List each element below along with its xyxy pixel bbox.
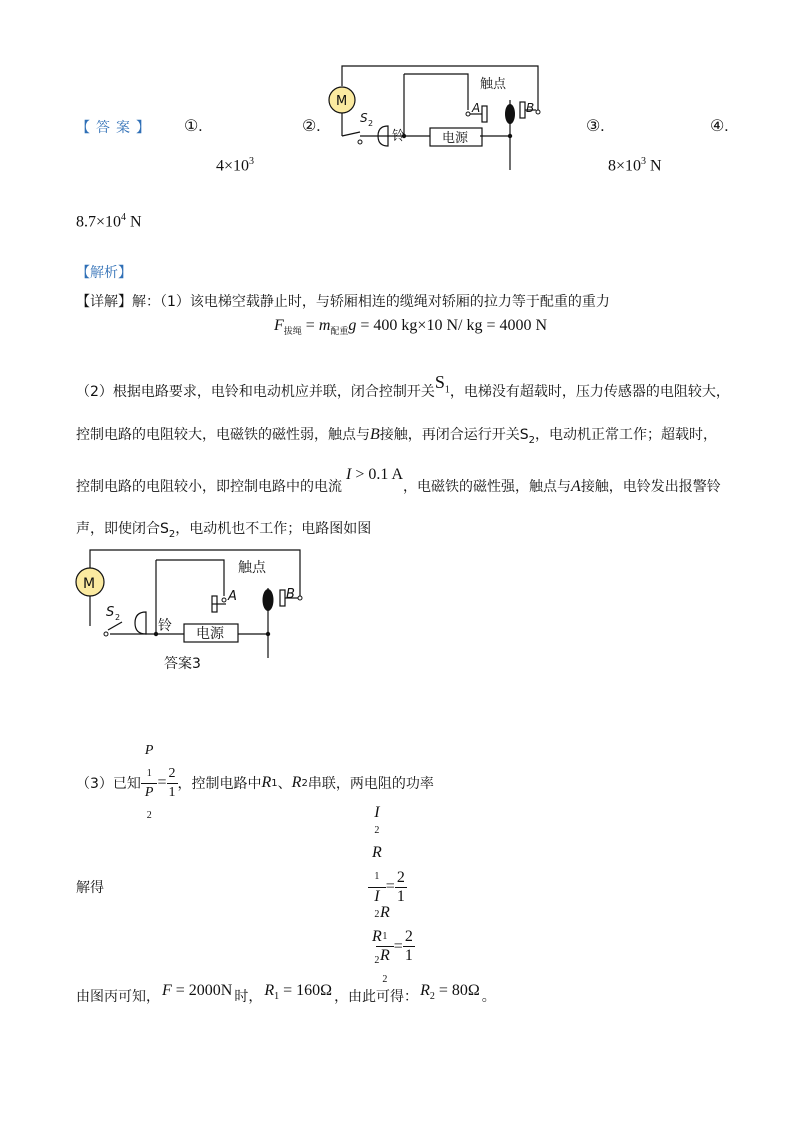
answer-label: 【答案】 [76, 120, 156, 136]
svg-text:电源: 电源 [442, 131, 469, 146]
circuit-diagram-answer [320, 60, 550, 176]
answer-1: $4\times 10^3$ [216, 156, 255, 175]
answer-4: $8.7\times 10^4$ N [76, 212, 142, 231]
equation-1: $F_{拔绳} = m_{配重}g = 400$ kg×10 N/ kg = 4000 N [274, 317, 548, 338]
svg-text:S: S [360, 111, 368, 125]
svg-text:2: 2 [368, 119, 374, 128]
svg-text:M: M [336, 94, 348, 109]
solve-label: 解得 [76, 880, 104, 896]
svg-text:铃: 铃 [158, 618, 172, 634]
bell-icon [135, 612, 146, 634]
svg-text:M: M [83, 576, 96, 592]
paragraph-1: 【详解】解：（1）该电梯空载静止时，与轿厢相连的缆绳对轿厢的拉力等于配重的重力 [76, 294, 610, 310]
marker-4: ④. [710, 118, 729, 135]
equation-3: R $_1$ R $_2$ = $\frac{2}{1}$ [376, 904, 415, 989]
answer-3: $8\times 10^3$ N [608, 156, 662, 175]
paragraph-2: （2）根据电路要求，电铃和电动机应并联，闭合控制开关$S_1$，电梯没有超载时，压力传感器的电阻较大， [76, 372, 730, 400]
svg-text:A: A [228, 589, 237, 604]
svg-text:2: 2 [115, 613, 121, 622]
svg-text:触点: 触点 [480, 77, 507, 92]
paragraph-last: 由图丙可知， F = 2000N 时， $R_1 = 160\Omega$ ，由此可得： $R_2 = 80\Omega$ 。 [76, 982, 496, 1005]
svg-text:S: S [106, 605, 115, 620]
svg-text:B: B [526, 101, 535, 115]
marker-2: ②. [302, 118, 321, 135]
svg-text:铃: 铃 [392, 129, 406, 144]
paragraph-5: 声，即使闭合$S_2$，电动机也不工作；电路图如图 [76, 521, 372, 540]
marker-3: ③. [586, 118, 605, 135]
paragraph-4: 控制电路的电阻较小，即控制电路中的电流I > 0.1 A，电磁铁的磁性强，触点与A接触，电铃发出报警铃 [76, 466, 721, 495]
diagram-caption: 答案3 [164, 656, 201, 672]
paragraph-3: 控制电路的电阻较大，电磁铁的磁性弱，触点与B接触，再闭合运行开关$S_2$，电动机正常工作；超载时， [76, 426, 718, 446]
svg-text:B: B [286, 587, 295, 602]
svg-text:A: A [472, 101, 481, 115]
equation-2: I $^2$ R $_1$ I $^2$ R $_2$ = $\frac{2}{1}$ [368, 804, 407, 970]
marker-1: ①. [184, 118, 203, 135]
circuit-diagram-analysis [72, 546, 312, 674]
paragraph-6: （3）已知 P $_1$ P $_2$ = $\frac{2}{1}$ ，控制电路中 R 1 、 R 2 串联，两电阻的功率 [76, 743, 434, 821]
svg-text:电源: 电源 [196, 626, 224, 642]
svg-text:触点: 触点 [238, 560, 266, 576]
analysis-label: 【解析】 [76, 265, 132, 281]
